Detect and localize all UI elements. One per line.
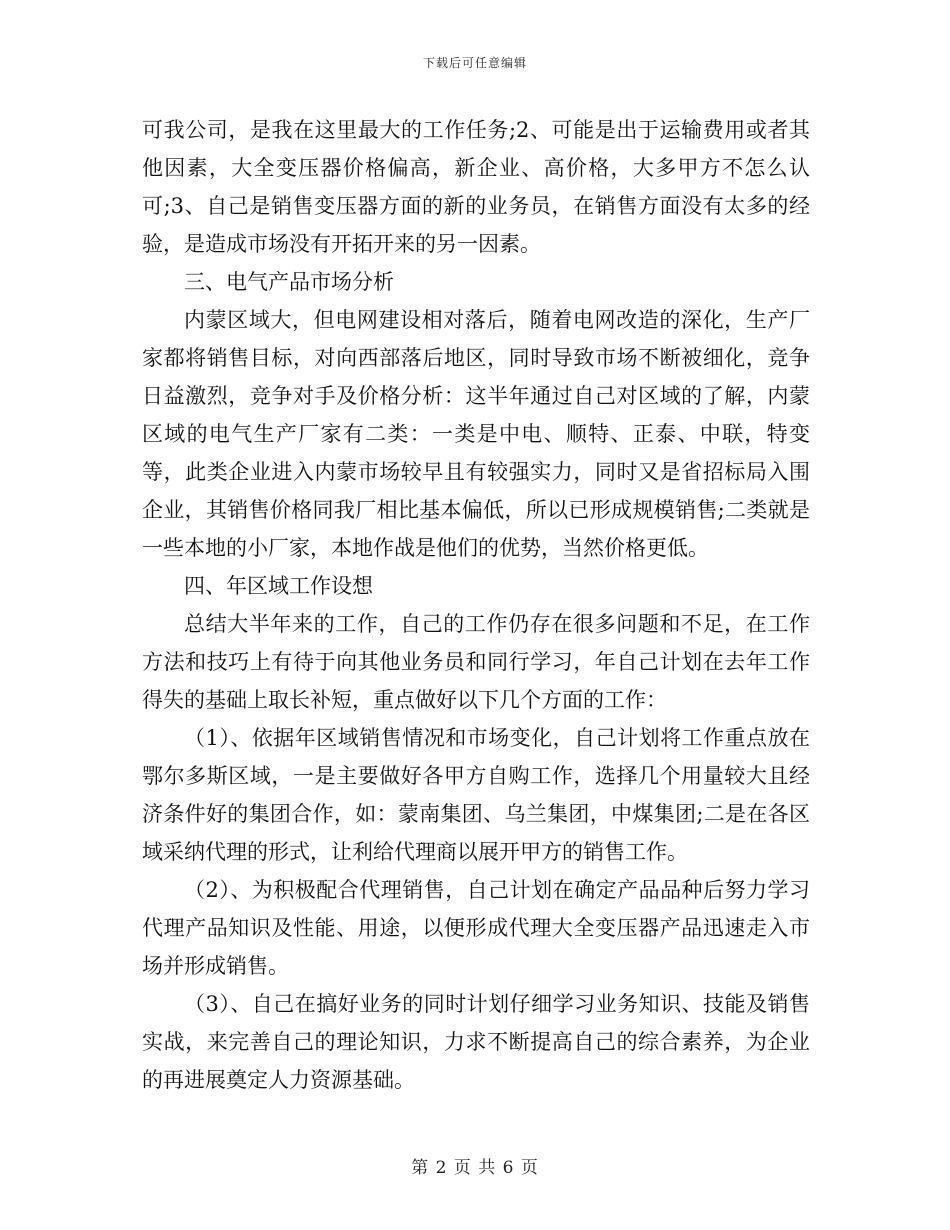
document-body — [142, 111, 810, 1099]
paragraph-summary: 总结大半年来的工作，自己的工作仍存在很多问题和不足，在工作方法和技巧上有待于向其他业务员和同行学习，年自己计划在去年工作得失的基础上取长补短，重点做好以下几个方面的工作： — [142, 612, 810, 712]
section-heading-4: 四、年区域工作设想 — [184, 574, 373, 598]
page-number: 第 2 页 共 6 页 — [411, 1158, 539, 1178]
section-heading-3: 三、电气产品市场分析 — [184, 270, 394, 294]
paragraph-item-2: （2）、为积极配合代理销售，自己计划在确定产品品种后努力学习代理产品知识及性能、用途，以便形成代理大全变压器产品迅速走入市场并形成销售。 — [142, 878, 810, 978]
page-header-note: 下载后可任意编辑 — [422, 56, 527, 70]
paragraph-item-1: （1）、依据年区域销售情况和市场变化，自己计划将工作重点放在鄂尔多斯区域，一是主要做好各甲方自购工作，选择几个用量较大且经济条件好的集团合作，如：蒙南集团、乌兰集团，中煤集团;二是在各区域采纳代理的形式，让利给代理商以展开甲方的销售工作。 — [142, 726, 810, 864]
paragraph-market-analysis: 内蒙区域大，但电网建设相对落后，随着电网改造的深化，生产厂家都将销售目标，对向西部落后地区，同时导致市场不断被细化，竞争日益激烈，竞争对手及价格分析：这半年通过自己对区域的了解，内蒙区域的电气生产厂家有二类：一类是中电、顺特、正泰、中联，特变等，此类企业进入内蒙市场较早且有较强实力，同时又是省招标局入围企业，其销售价格同我厂相比基本偏低，所以已形成规模销售;二类就是一些本地的小厂家，本地作战是他们的优势，当然价格更低。 — [142, 308, 810, 560]
paragraph-item-3: （3）、自己在搞好业务的同时计划仔细学习业务知识、技能及销售实战，来完善自己的理论知识，力求不断提高自己的综合素养，为企业的再进展奠定人力资源基础。 — [142, 992, 810, 1092]
paragraph-1: 可我公司，是我在这里最大的工作任务;2、可能是出于运输费用或者其他因素，大全变压器价格偏高，新企业、高价格，大多甲方不怎么认可;3、自己是销售变压器方面的新的业务员，在销售方面没有太多的经验，是造成市场没有开拓开来的另一因素。 — [142, 118, 810, 256]
